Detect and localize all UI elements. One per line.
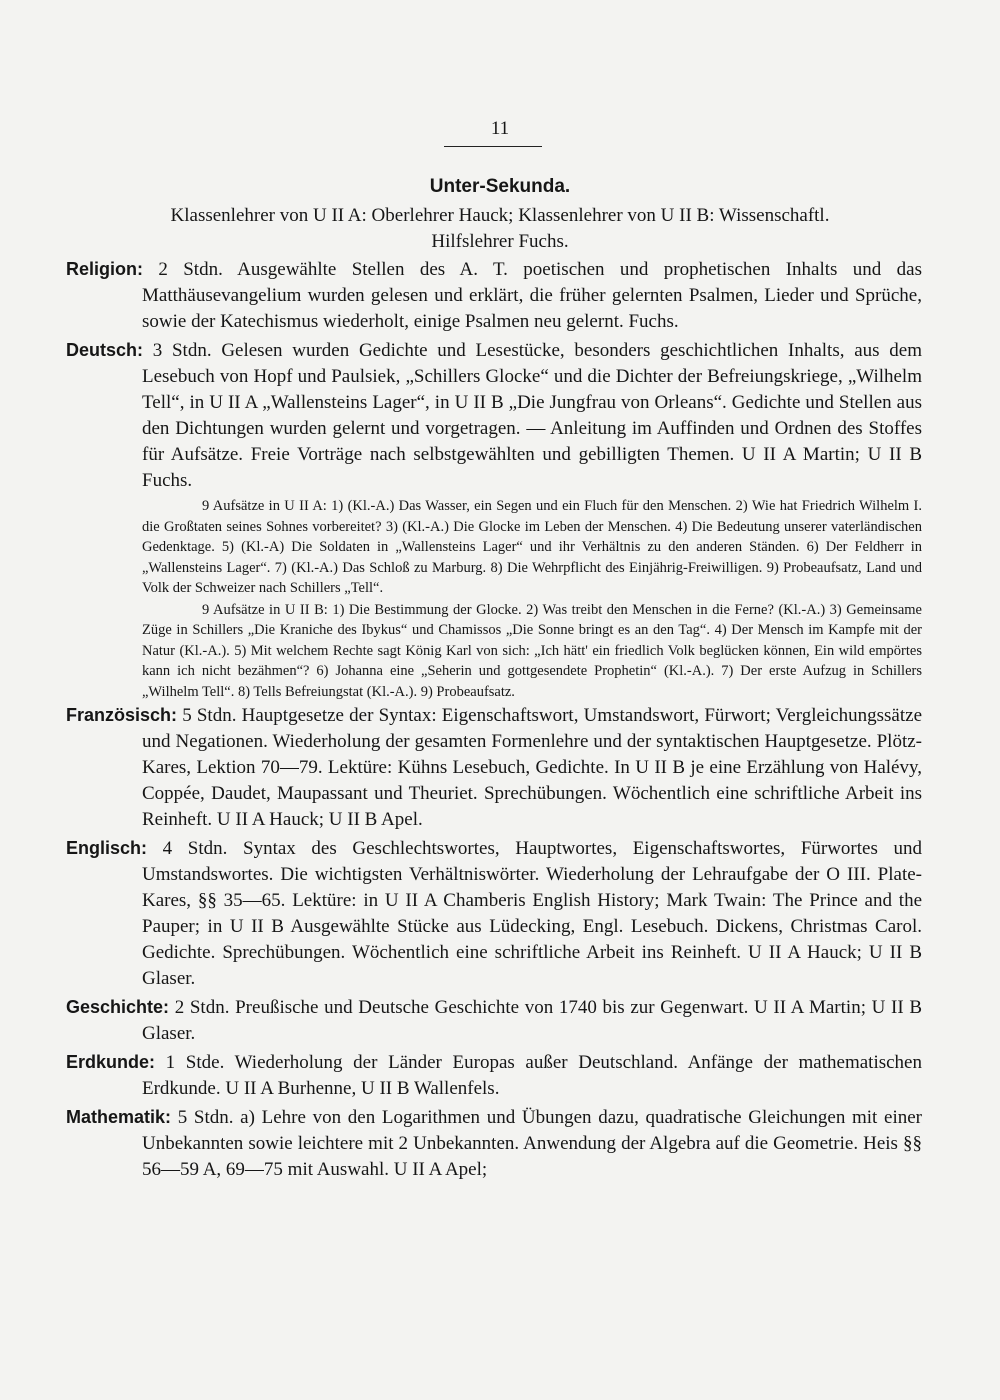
subject-deutsch: Deutsch: — [66, 340, 144, 360]
divider-rule — [444, 146, 542, 147]
essays-u2b: 9 Aufsätze in U II B: 1) Die Bestimmung der Glocke. 2) Was treibt den Menschen in die Ferne? (Kl.-A.) 3) Gemeinsame Züge in Schillers „Die Kraniche des Ibykus“ und Chamissos „Die Sonne bringt es an den Tag“. 4) Der Mensch im Kampfe mit der Natur (Kl.-A.). 5) Mit welchem Rechte sagt König Karl von sich: „Ich hätt' ein friedlich Volk beglücken können, Ein wild empörtes kann ich nicht bezähmen“? 6) Johanna eine „Seherin und gottgesendete Prophetin“ (Kl.-A.). 7) Der erste Aufzug in Schillers „Wilhelm Tell“. 8) Tells Befreiungstat (Kl.-A.). 9) Probeaufsatz. — [142, 601, 922, 700]
subject-erdkunde: Erdkunde: — [66, 1052, 156, 1072]
text-englisch: 4 Stdn. Syntax des Geschlechtswortes, Hauptwortes, Eigenschaftswortes, Fürwortes und Umstandswortes. Die wichtigsten Verhältniswörter. Wiederholung der Lehraufgabe der O III. Plate-Kares, §§ 35—65. Lektüre: in U II A Chamberis English History; Mark Twain: The Prince and the Pauper; in U II B Ausgewählte Stücke aus Lüdecking, Engl. Lesebuch. Dickens, Christmas Carol. Gedichte. Sprechübungen. Wöchentlich eine schriftliche Arbeit ins Reinheft. U II A Hauck; U II B Glaser. — [142, 838, 922, 989]
section-deutsch — [66, 337, 922, 494]
subject-religion: Religion: — [66, 259, 143, 279]
section-religion — [66, 256, 922, 335]
section-englisch — [66, 835, 922, 992]
text-erdkunde: 1 Stde. Wiederholung der Länder Europas außer Deutschland. Anfänge der mathematischen Erdkunde. U II A Burhenne, U II B Wallenfels. — [142, 1052, 922, 1099]
teachers-line-2: Hilfslehrer Fuchs. — [431, 231, 569, 252]
class-teachers — [0, 203, 1000, 255]
text-mathematik: 5 Stdn. a) Lehre von den Logarithmen und Übungen dazu, quadratische Gleichungen mit einer Unbekannten sowie leichtere mit 2 Unbekannten. Anwendung der Algebra auf die Geometrie. Heis §§ 56—59 A, 69—75 mit Auswahl. U II A Apel; — [142, 1107, 922, 1180]
subject-mathematik: Mathematik: — [66, 1107, 172, 1127]
page-number: 11 — [490, 118, 510, 139]
section-franzoesisch — [66, 702, 922, 833]
curriculum-content — [66, 256, 922, 1183]
essay-topics — [66, 496, 922, 702]
text-franzoesisch: 5 Stdn. Hauptgesetze der Syntax: Eigenschaftswort, Umstandswort, Fürwort; Vergleichungssätze und Negationen. Wiederholung der gesamten Formenlehre und der syntaktischen Hauptgesetze. Plötz-Kares, Lektion 70—79. Lektüre: Kühns Lesebuch, Gedichte. In U II B je eine Erzählung von Halévy, Coppée, Daudet, Maupassant und Theuriet. Sprechübungen. Wöchentlich eine schriftliche Arbeit ins Reinheft. U II A Hauck; U II B Apel. — [142, 705, 922, 830]
subject-geschichte: Geschichte: — [66, 997, 170, 1017]
essays-u2a: 9 Aufsätze in U II A: 1) (Kl.-A.) Das Wasser, ein Segen und ein Fluch für den Menschen. 2) Wie hat Friedrich Wilhelm I. die Großtaten seines Sohnes vorbereitet? 3) (Kl.-A.) Die Glocke im Leben der Menschen. 4) Die Bedeutung unserer vaterländischen Gedenktage. 5) (Kl.-A) Die Soldaten in „Wallensteins Lager“ und ihr Verhältnis zu den anderen Ständen. 6) Der Feldherr in „Wallensteins Lager“. 7) (Kl.-A.) Das Schloß zu Marburg. 8) Die Wehrpflicht des Einjährig-Freiwilligen. 9) Probeaufsatz, Land und Volk der Schweizer nach Schillers „Tell“. — [142, 498, 922, 596]
text-religion: 2 Stdn. Ausgewählte Stellen des A. T. poetischen und prophetischen Inhalts und das Matthäusevangelium wurden gelesen und erklärt, die früher gelernten Psalmen, Lieder und Sprüche, sowie der Katechismus wiederholt, einige Psalmen neu gelernt. Fuchs. — [142, 259, 923, 332]
section-erdkunde — [66, 1049, 922, 1102]
subject-englisch: Englisch: — [66, 838, 148, 858]
text-geschichte: 2 Stdn. Preußische und Deutsche Geschichte von 1740 bis zur Gegenwart. U II A Martin; U II B Glaser. — [142, 997, 922, 1044]
section-mathematik — [66, 1104, 922, 1183]
text-deutsch: 3 Stdn. Gelesen wurden Gedichte und Lesestücke, besonders geschichtlichen Inhalts, aus dem Lesebuch von Hopf und Paulsiek, „Schillers Glocke“ und die Dichter der Befreiungskriege, „Wilhelm Tell“, in U II A „Wallensteins Lager“, in U II B „Die Jungfrau von Orleans“. Gedichte und Stellen aus den Dichtungen wurden gelernt und vorgetragen. — Anleitung im Auffinden und Ordnen des Stoffes für Aufsätze. Freie Vorträge nach selbstgewählten und gebilligten Themen. U II A Martin; U II B Fuchs. — [142, 340, 922, 491]
section-geschichte — [66, 994, 922, 1047]
page-title: Unter-Sekunda. — [429, 176, 571, 197]
teachers-line-1: Klassenlehrer von U II A: Oberlehrer Hauck; Klassenlehrer von U II B: Wissenschaftl. — [170, 205, 830, 226]
subject-franzoesisch: Französisch: — [66, 705, 178, 725]
